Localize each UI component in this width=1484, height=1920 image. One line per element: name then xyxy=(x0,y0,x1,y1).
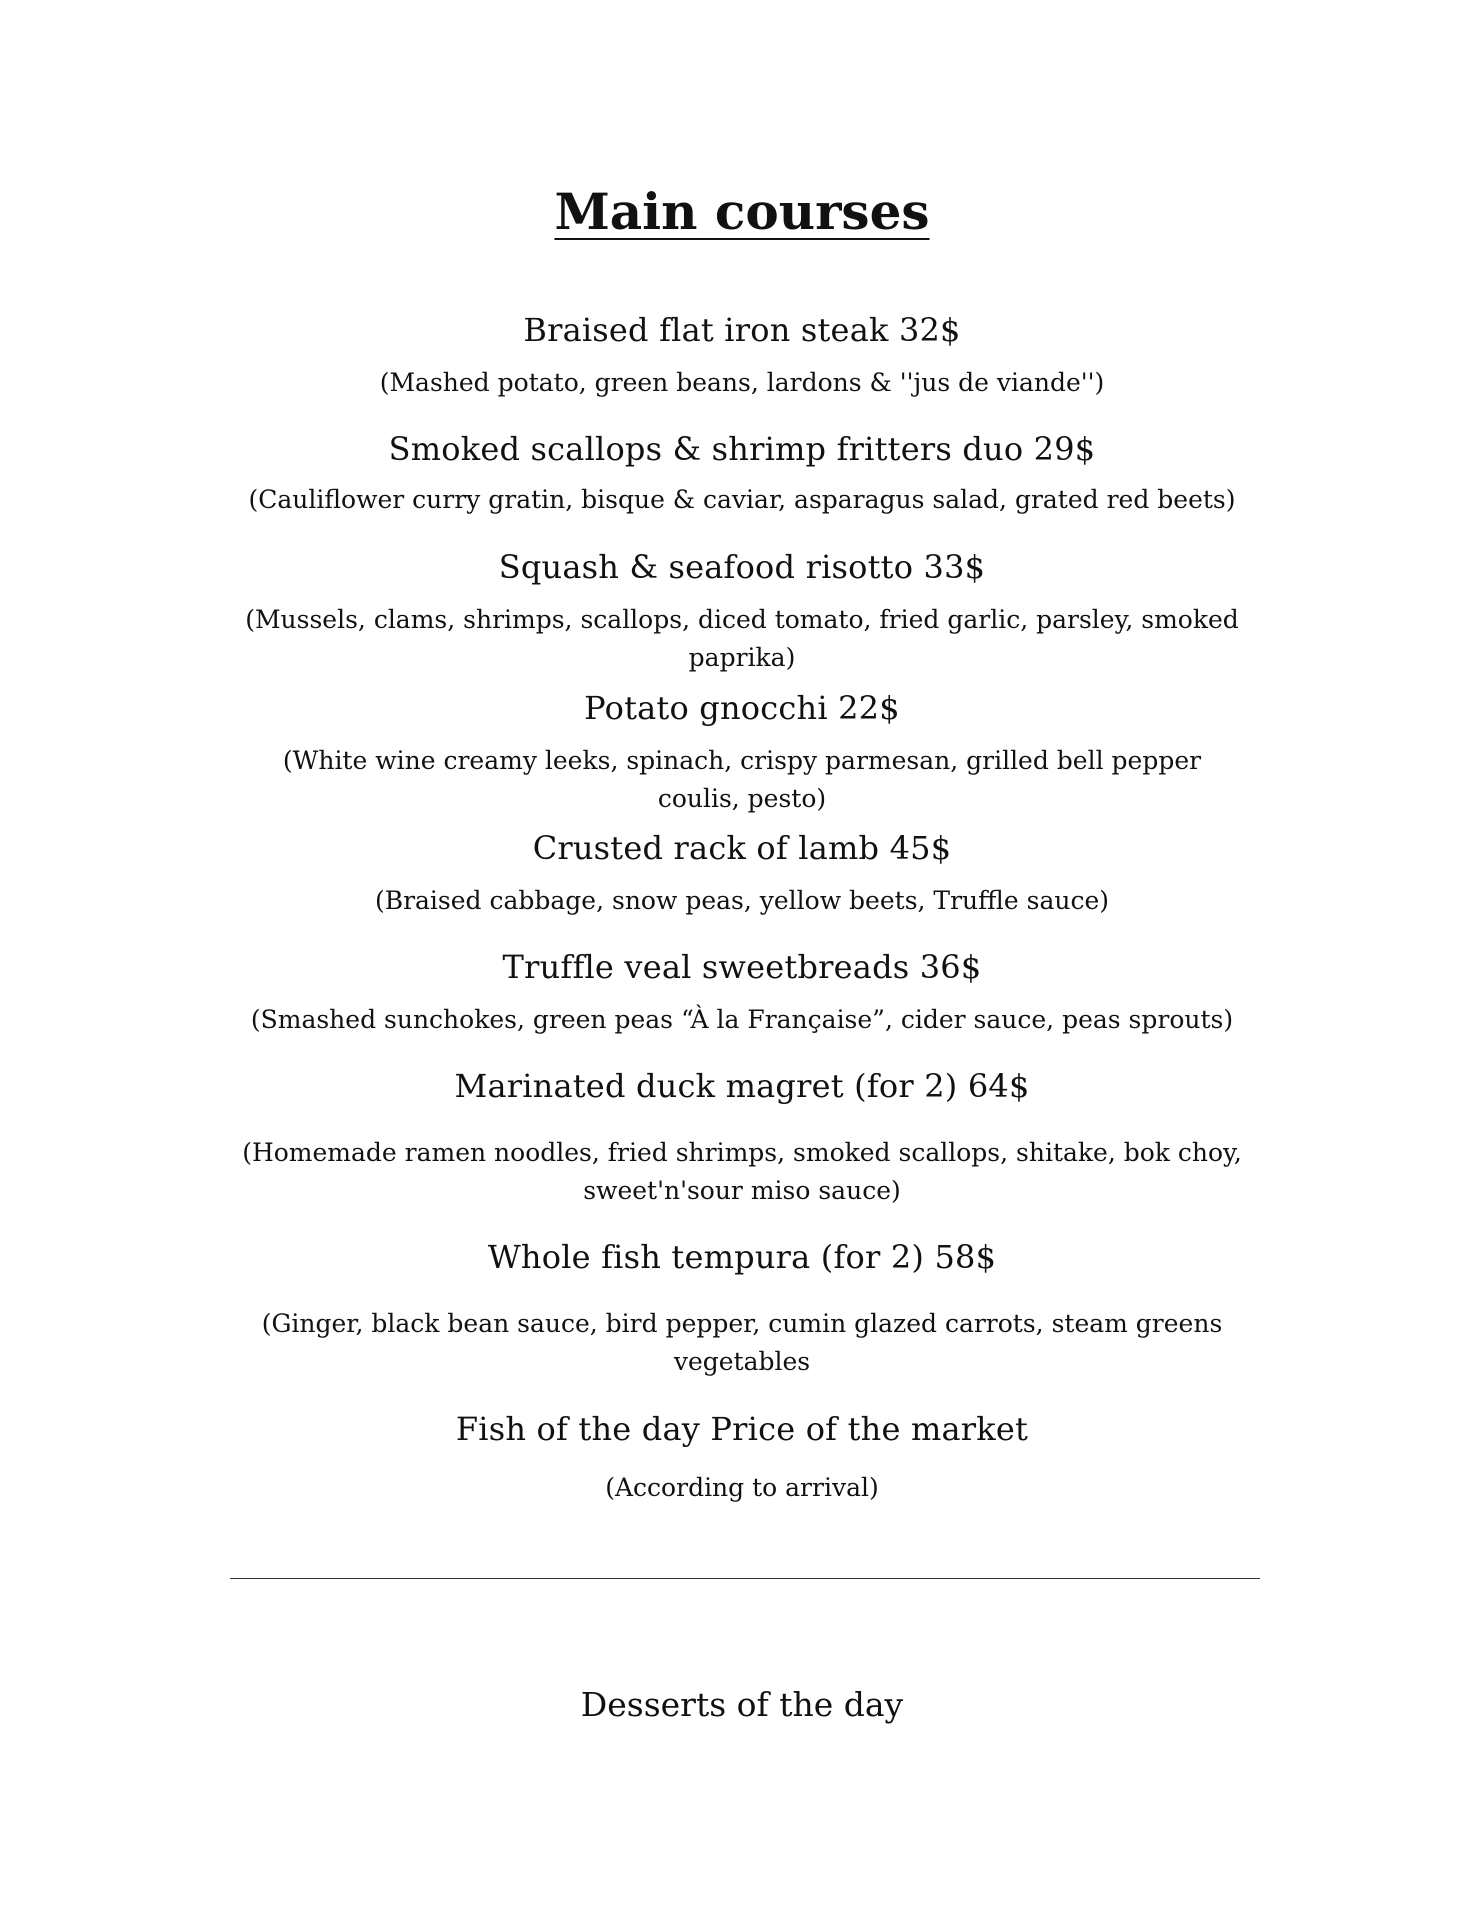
menu-item-name: Smoked scallops & shrimp fritters duo 29$ xyxy=(388,430,1096,468)
page-title xyxy=(0,182,1484,242)
menu-item-description: (Mashed potato, green beans, lardons & ''jus de viande'') xyxy=(379,368,1105,397)
menu-item-description: (According to arrival) xyxy=(605,1473,879,1502)
menu-item-name: Whole fish tempura (for 2) 58$ xyxy=(487,1238,997,1276)
menu-item-name: Fish of the day Price of the market xyxy=(455,1410,1029,1448)
menu-item-description: (Ginger, black bean sauce, bird pepper, cumin glazed carrots, steam greens vegetables xyxy=(261,1309,1223,1376)
menu-item-name: Marinated duck magret (for 2) 64$ xyxy=(454,1067,1030,1105)
menu-item-name: Crusted rack of lamb 45$ xyxy=(532,829,952,867)
menu-item-name: Squash & seafood risotto 33$ xyxy=(498,548,986,586)
menu-item-description: (Homemade ramen noodles, fried shrimps, smoked scallops, shitake, bok choy, sweet'n'sour miso sauce) xyxy=(242,1138,1242,1205)
menu-item-description: (Cauliflower curry gratin, bisque & caviar, asparagus salad, grated red beets) xyxy=(248,485,1236,514)
desserts-heading: Desserts of the day xyxy=(580,1685,904,1724)
menu-item-description: (Mussels, clams, shrimps, scallops, diced tomato, fried garlic, parsley, smoked paprika) xyxy=(245,605,1239,672)
menu-item-name: Potato gnocchi 22$ xyxy=(584,689,900,727)
menu-item-name: Truffle veal sweetbreads 36$ xyxy=(502,948,982,986)
menu-item-description: (White wine creamy leeks, spinach, crispy parmesan, grilled bell pepper coulis, pesto) xyxy=(282,746,1202,813)
menu-item-description: (Braised cabbage, snow peas, yellow beets, Truffle sauce) xyxy=(374,886,1110,915)
menu-item-name: Braised flat iron steak 32$ xyxy=(523,311,961,349)
menu-item-description: (Smashed sunchokes, green peas “À la Française”, cider sauce, peas sprouts) xyxy=(250,1005,1234,1034)
title-text: Main courses xyxy=(554,182,930,241)
section-divider xyxy=(230,1578,1260,1579)
